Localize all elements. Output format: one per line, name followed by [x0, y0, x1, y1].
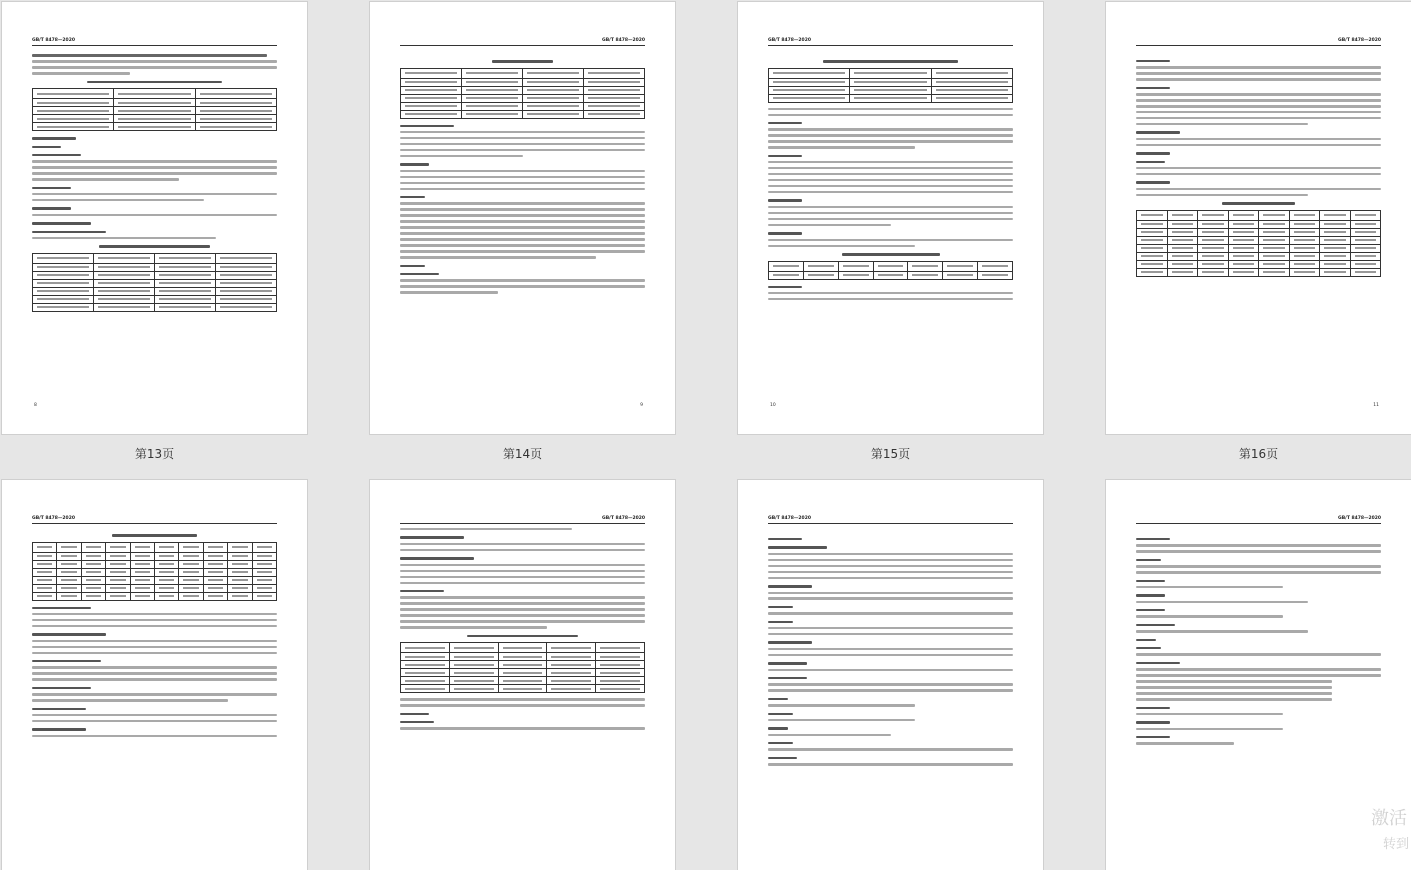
page-body [768, 532, 1013, 769]
page-header: GB/T 8478—2020 [768, 516, 811, 521]
page-header: GB/T 8478—2020 [602, 516, 645, 521]
page-caption[interactable]: 第15页 [870, 447, 911, 461]
page-header: GB/T 8478—2020 [602, 38, 645, 43]
page-number: 11 [1373, 403, 1379, 408]
page-header: GB/T 8478—2020 [768, 38, 811, 43]
page-header: GB/T 8478—2020 [1338, 516, 1381, 521]
page-caption[interactable]: 第14页 [502, 447, 543, 461]
header-rule [32, 45, 277, 46]
data-table [768, 68, 1013, 103]
page-body [768, 54, 1013, 304]
page-body [400, 54, 645, 297]
page-body [400, 528, 645, 733]
document-page-14[interactable] [370, 2, 675, 434]
page-caption[interactable]: 第13页 [134, 447, 175, 461]
page-header: GB/T 8478—2020 [1338, 38, 1381, 43]
document-page-16[interactable] [1106, 2, 1411, 434]
document-page-13[interactable] [2, 2, 307, 434]
activation-watermark-sub: 转到 [1382, 837, 1409, 852]
header-rule [400, 45, 645, 46]
document-page-20[interactable] [1106, 480, 1411, 870]
header-rule [1136, 45, 1381, 46]
document-page-17[interactable] [2, 480, 307, 870]
data-table [32, 253, 277, 312]
header-rule [768, 45, 1013, 46]
page-body [1136, 54, 1381, 277]
activation-watermark: 激活 [1371, 808, 1407, 829]
page-body [32, 54, 277, 312]
data-table [400, 68, 645, 119]
page-body [32, 528, 277, 741]
document-page-15[interactable] [738, 2, 1043, 434]
page-body [1136, 532, 1381, 748]
document-page-18[interactable] [370, 480, 675, 870]
document-page-19[interactable] [738, 480, 1043, 870]
header-rule [400, 523, 645, 524]
page-caption[interactable]: 第16页 [1238, 447, 1279, 461]
page-number: 8 [34, 403, 37, 408]
page-number: 9 [640, 403, 643, 408]
header-rule [32, 523, 277, 524]
page-header: GB/T 8478—2020 [32, 38, 75, 43]
data-table [400, 642, 645, 693]
header-rule [1136, 523, 1381, 524]
page-header: GB/T 8478—2020 [32, 516, 75, 521]
data-table [1136, 210, 1381, 277]
data-table [32, 88, 277, 131]
header-rule [768, 523, 1013, 524]
data-table [768, 261, 1013, 280]
data-table [32, 542, 277, 601]
page-number: 10 [770, 403, 776, 408]
